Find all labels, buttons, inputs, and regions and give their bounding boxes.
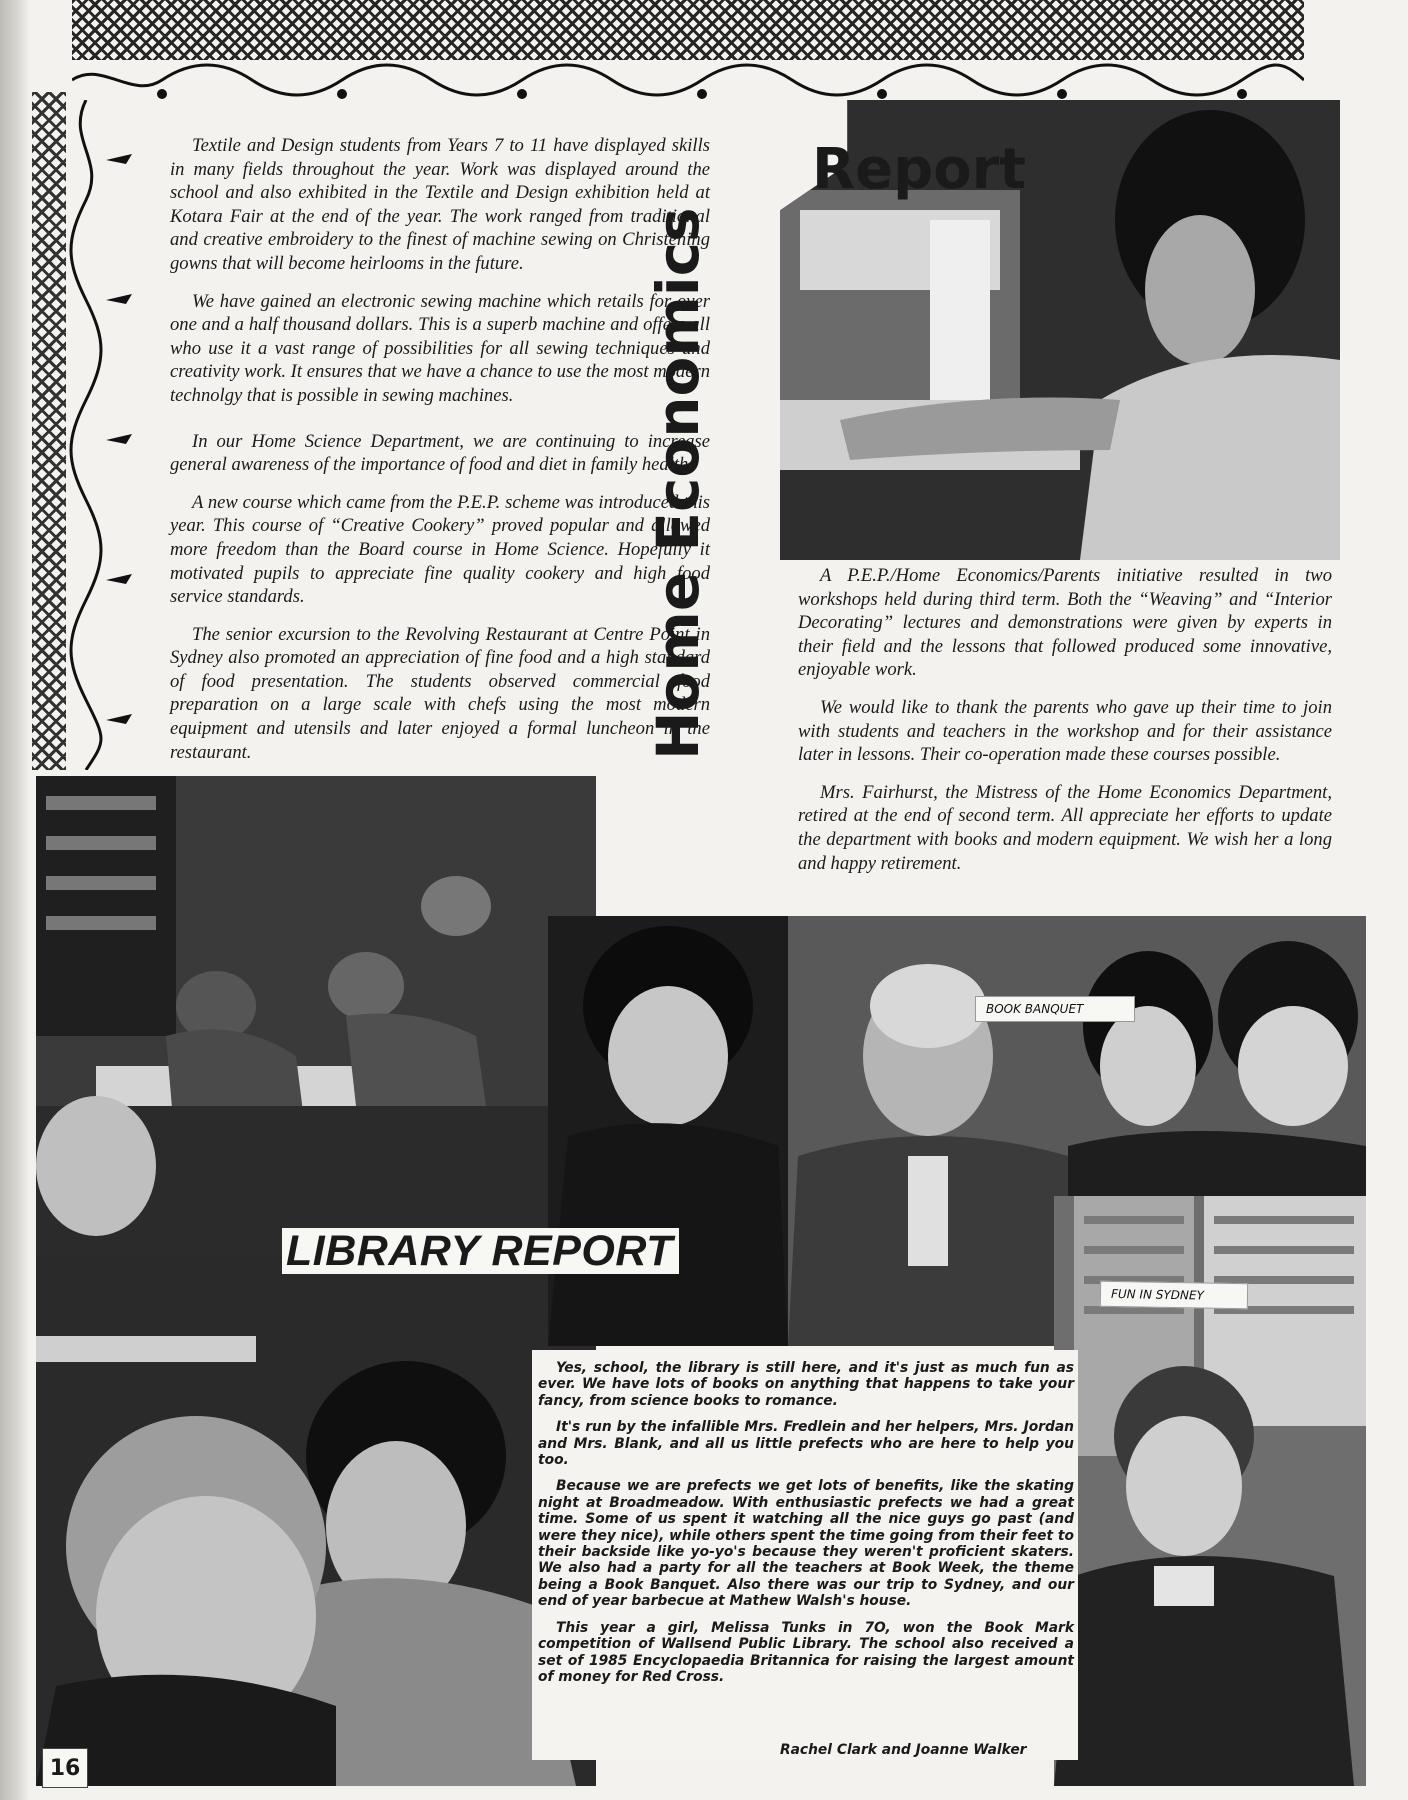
page-number: 16 bbox=[42, 1748, 88, 1788]
left-ornamental-border bbox=[32, 92, 66, 770]
library-report-body bbox=[538, 1360, 1074, 1695]
he-paragraph-workshops: A P.E.P./Home Economics/Parents initiative resulted in two workshops held during third term. Both the “Weaving” and “Interior Decorating” lectures and demonstrations were given by experts in their field and the lessons that followed produced some innovative, enjoyable work. bbox=[798, 565, 1332, 681]
library-report-title: LIBRARY REPORT bbox=[282, 1228, 679, 1274]
library-paragraph-intro: Yes, school, the library is still here, and it's just as much fun as ever. We have lots of books on anything that happens to take your fancy, from science books to romance. bbox=[538, 1360, 1074, 1409]
home-economics-right-column bbox=[798, 564, 1332, 889]
library-paragraph-staff: It's run by the infallible Mrs. Fredlein and her helpers, Mrs. Jordan and Mrs. Blank, and all us little prefects who are here to help you too. bbox=[538, 1419, 1074, 1469]
he-paragraph-creative-cookery: A new course which came from the P.E.P. scheme was introduced this year. This course of “Creative Cookery” proved popular and allowed more freedom than the Board course in Home Science. Hopefully it motivated pupils to appreciate fine quality cookery and high food service standards. bbox=[170, 491, 710, 608]
page-edge bbox=[0, 0, 30, 1800]
he-paragraph-sewing-machine: We have gained an electronic sewing machine which retails for over one and a half thousand dollars. This is a superb machine and offers all who use it a vast range of possibilities for all sewing techniques and creativity work. It ensures that we have a chance to use the most modern technolgy that is possible in sewing machines. bbox=[170, 290, 710, 406]
library-boy-teacher-photo bbox=[36, 1256, 596, 1786]
library-paragraph-awards: This year a girl, Melissa Tunks in 7O, won the Book Mark competition of Wallsend Public Library. The school also received a set of 1985 Encyclopaedia Britannica for raising the largest amount of money for Red Cross. bbox=[538, 1619, 1074, 1685]
library-students-photo bbox=[36, 776, 596, 1296]
he-paragraph-textiles: Textile and Design students from Years 7 to 11 have displayed skills in many fields throughout the year. Work was displayed around the school and also exhibited in the Textile and Design exhibition held at Kotara Fair at the end of the year. The work ranged from traditional and creative embroidery to the finest of machine sewing on Christening gowns that will become heirlooms in the future. bbox=[170, 135, 710, 274]
he-paragraph-thanks: We would like to thank the parents who gave up their time to join with students and teachers in the workshop and for their assistance later in lessons. Their co-operation made these courses possible. bbox=[798, 696, 1332, 766]
library-authors: Rachel Clark and Joanne Walker bbox=[780, 1742, 1027, 1758]
top-ornamental-border bbox=[72, 0, 1304, 60]
report-heading: Report bbox=[812, 137, 1027, 202]
book-banquet-label: BOOK BANQUET bbox=[975, 996, 1135, 1022]
fun-in-sydney-label: FUN IN SYDNEY bbox=[1100, 1281, 1248, 1310]
home-economics-title: Home Economics bbox=[644, 207, 712, 760]
he-paragraph-home-science: In our Home Science Department, we are continuing to increase general awareness of the importance of food and diet in family health. bbox=[170, 430, 710, 476]
left-vine-ornament bbox=[66, 100, 162, 770]
home-economics-left-column bbox=[170, 134, 710, 778]
he-paragraph-excursion: The senior excursion to the Revolving Restaurant at Centre Point in Sydney also promoted an appreciation of fine food and a high standard of food presentation. The students observed commercial food preparation on a large scale with chefs using the most modern equipment and utensils and later enjoyed a formal luncheon in the restaurant. bbox=[170, 623, 710, 763]
library-paragraph-prefects: Because we are prefects we get lots of benefits, like the skating night at Broadmeadow. With enthusiastic prefects we had a great time. Some of us spent it watching all the nice guys go past (and were they nice), while others spent the time going from their feet to their backside like yo-yo's because they weren't proficient skaters. We also had a party for all the teachers at Book Week, the theme being a Book Banquet. Also there was our trip to Sydney, and our end of year barbecue at Mathew Walsh's house. bbox=[538, 1478, 1074, 1610]
he-paragraph-retirement: Mrs. Fairhurst, the Mistress of the Home Economics Department, retired at the end of second term. All appreciate her efforts to update the department with books and modern equipment. We wish her a long and happy retirement. bbox=[798, 781, 1332, 874]
